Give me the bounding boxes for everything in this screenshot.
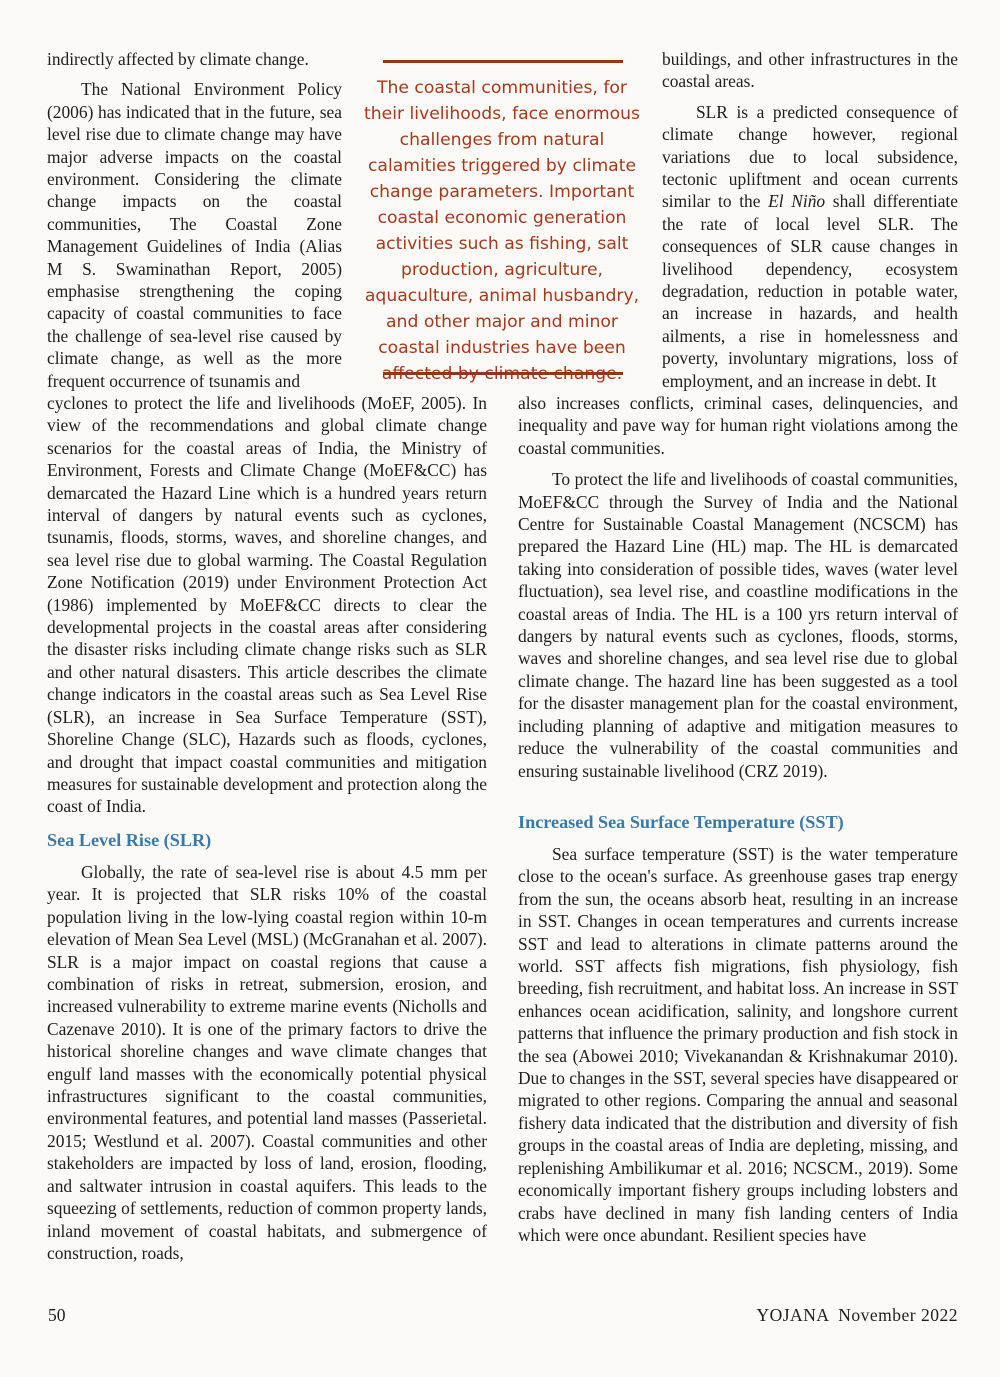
magazine-issue: YOJANA November 2022 (756, 1305, 958, 1325)
left-column-bottom (47, 392, 487, 818)
paragraph: indirectly affected by climate change. (47, 49, 309, 69)
paragraph: also increases conflicts, criminal cases, delinquencies, and inequality and pave way for human right violations among the coastal communities. (518, 393, 958, 458)
paragraph: buildings, and other infrastructures in the coastal areas. (662, 49, 958, 92)
paragraph: Globally, the rate of sea-level rise is about 4.5 mm per year. It is projected that SLR risks 10% of the coastal population living in the low-lying coastal region within 10-m elevation of Mean Sea Level (MSL) (McGranahan et al. 2007). SLR is a major impact on coastal regions that cause a combination of risks in retreat, submersion, erosion, and increased vulnerability to extreme marine events (Nicholls and Cazenave 2010). It is one of the primary factors to drive the historical shoreline changes and wave climate changes that engulf land masses with the economically potential physical infrastructures significant to the coastal communities, environmental features, and potential land masses (Passerietal. 2015; Westlund et al. 2007). Coastal communities and other stakeholders are impacted by loss of land, erosion, flooding, and saltwater intrusion in coastal aquifers. This leads to the squeezing of settlements, reduction of common property lands, inland movement of coastal habitats, and submergence of construction, roads, (47, 862, 487, 1263)
paragraph: To protect the life and livelihoods of coastal communities, MoEF&CC through the Survey of India and the National Centre for Sustainable Coastal Management (NCSCM) has prepared the Hazard Line (HL) map. The HL is demarcated taking into consideration of possible tides, waves (water level fluctuation), sea level rise, and coastline modifications in the coastal areas of India. The HL is a 100 yrs return interval of dangers by natural events such as cyclones, floods, storms, waves and shoreline changes, and sea level rise due to global climate change. The hazard line has been suggested as a tool for the disaster management plan for the coastal environment, including planning of adaptive and mitigation measures to reduce the vulnerability of the coastal communities and ensuring sustainable livelihood (CRZ 2019). (518, 469, 958, 781)
section-heading-slr: Sea Level Rise (SLR) (47, 830, 212, 850)
paragraph: cyclones to protect the life and livelihoods (MoEF, 2005). In view of the recommendations and global climate change scenarios for the coastal areas of India, the Ministry of Environment, Forests and Climate Change (MoEF&CC) has demarcated the Hazard Line which is a hundred years return interval of dangers by natural events such as cyclones, tsunamis, floods, storms, waves, and shoreline changes, and sea level rise due to global warming. The Coastal Regulation Zone Notification (2019) under Environment Protection Act (1986) implemented by MoEF&CC directs to clear the developmental projects in the coastal areas after considering the disaster risks including climate change risks such as SLR and other natural disasters. This article describes the climate change indicators in the coastal areas such as Sea Level Rise (SLR), an increase in Sea Surface Temperature (SST), Shoreline Change (SLC), Hazards such as floods, cyclones, and drought that impact coastal communities and mitigation measures for sustainable development and protection along the coast of India. (47, 393, 487, 817)
pull-quote-bottom-rule (383, 372, 623, 375)
pull-quote-top-rule (383, 60, 623, 63)
right-column-bottom (518, 392, 958, 782)
paragraph: SLR is a predicted consequence of climate change however, regional variations due to local subsidence, tectonic upliftment and ocean currents similar to the El Niño shall differentiate the rate of local level SLR. The consequences of SLR cause changes in livelihood dependency, ecosystem degradation, reduction in potable water, an increase in hazards, and health ailments, a rise in homelessness and poverty, involuntary migrations, loss of employment, and an increase in debt. It (662, 101, 958, 391)
paragraph: The National Environment Policy (2006) has indicated that in the future, sea level rise due to climate change may have major adverse impacts on the coastal environment. Considering the climate change impacts on the coastal communities, The Coastal Zone Management Guidelines of India (Alias M S. Swaminathan Report, 2005) emphasise strengthening the coping capacity of coastal communities to face the challenge of sea-level rise caused by climate change, as well as the more frequent occurrence of tsunamis and (47, 79, 342, 391)
right-column-top (662, 48, 958, 392)
section-heading-sst: Increased Sea Surface Temperature (SST) (518, 812, 844, 832)
left-column-top (47, 48, 342, 392)
left-column-slr-body (47, 861, 487, 1264)
paragraph: Sea surface temperature (SST) is the water temperature close to the ocean's surface. As greenhouse gases trap energy from the sun, the oceans absorb heat, resulting in an increase in SST. Changes in ocean temperatures and currents increase SST and lead to alterations in climate patterns around the world. SST affects fish migrations, fish physiology, fish breeding, fish recruitment, and habitat loss. An increase in SST enhances ocean acidification, salinity, and longshore current patterns that influence the primary production and fish stock in the sea (Abowei 2010; Vivekanandan & Krishnakumar 2010). Due to changes in the SST, several species have disappeared or migrated to other regions. Comparing the annual and seasonal fishery data indicated that the distribution and diversity of fish groups in the coastal areas of India are depleting, missing, and replenishing Ambilikumar et al. 2016; NCSCM., 2019). Some economically important fishery groups including lobsters and crabs have declined in many fish landing centers of India which were once abundant. Resilient species have (518, 844, 958, 1245)
pull-quote-text: The coastal communities, for their livelihoods, face enormous challenges from natural calamities triggered by climate change parameters. Important coastal economic generation activities such as fishing, salt production, agriculture, aquaculture, animal husbandry, and other major and minor coastal industries have been (364, 78, 640, 358)
page-number: 50 (48, 1305, 66, 1325)
right-column-sst-body (518, 843, 958, 1246)
